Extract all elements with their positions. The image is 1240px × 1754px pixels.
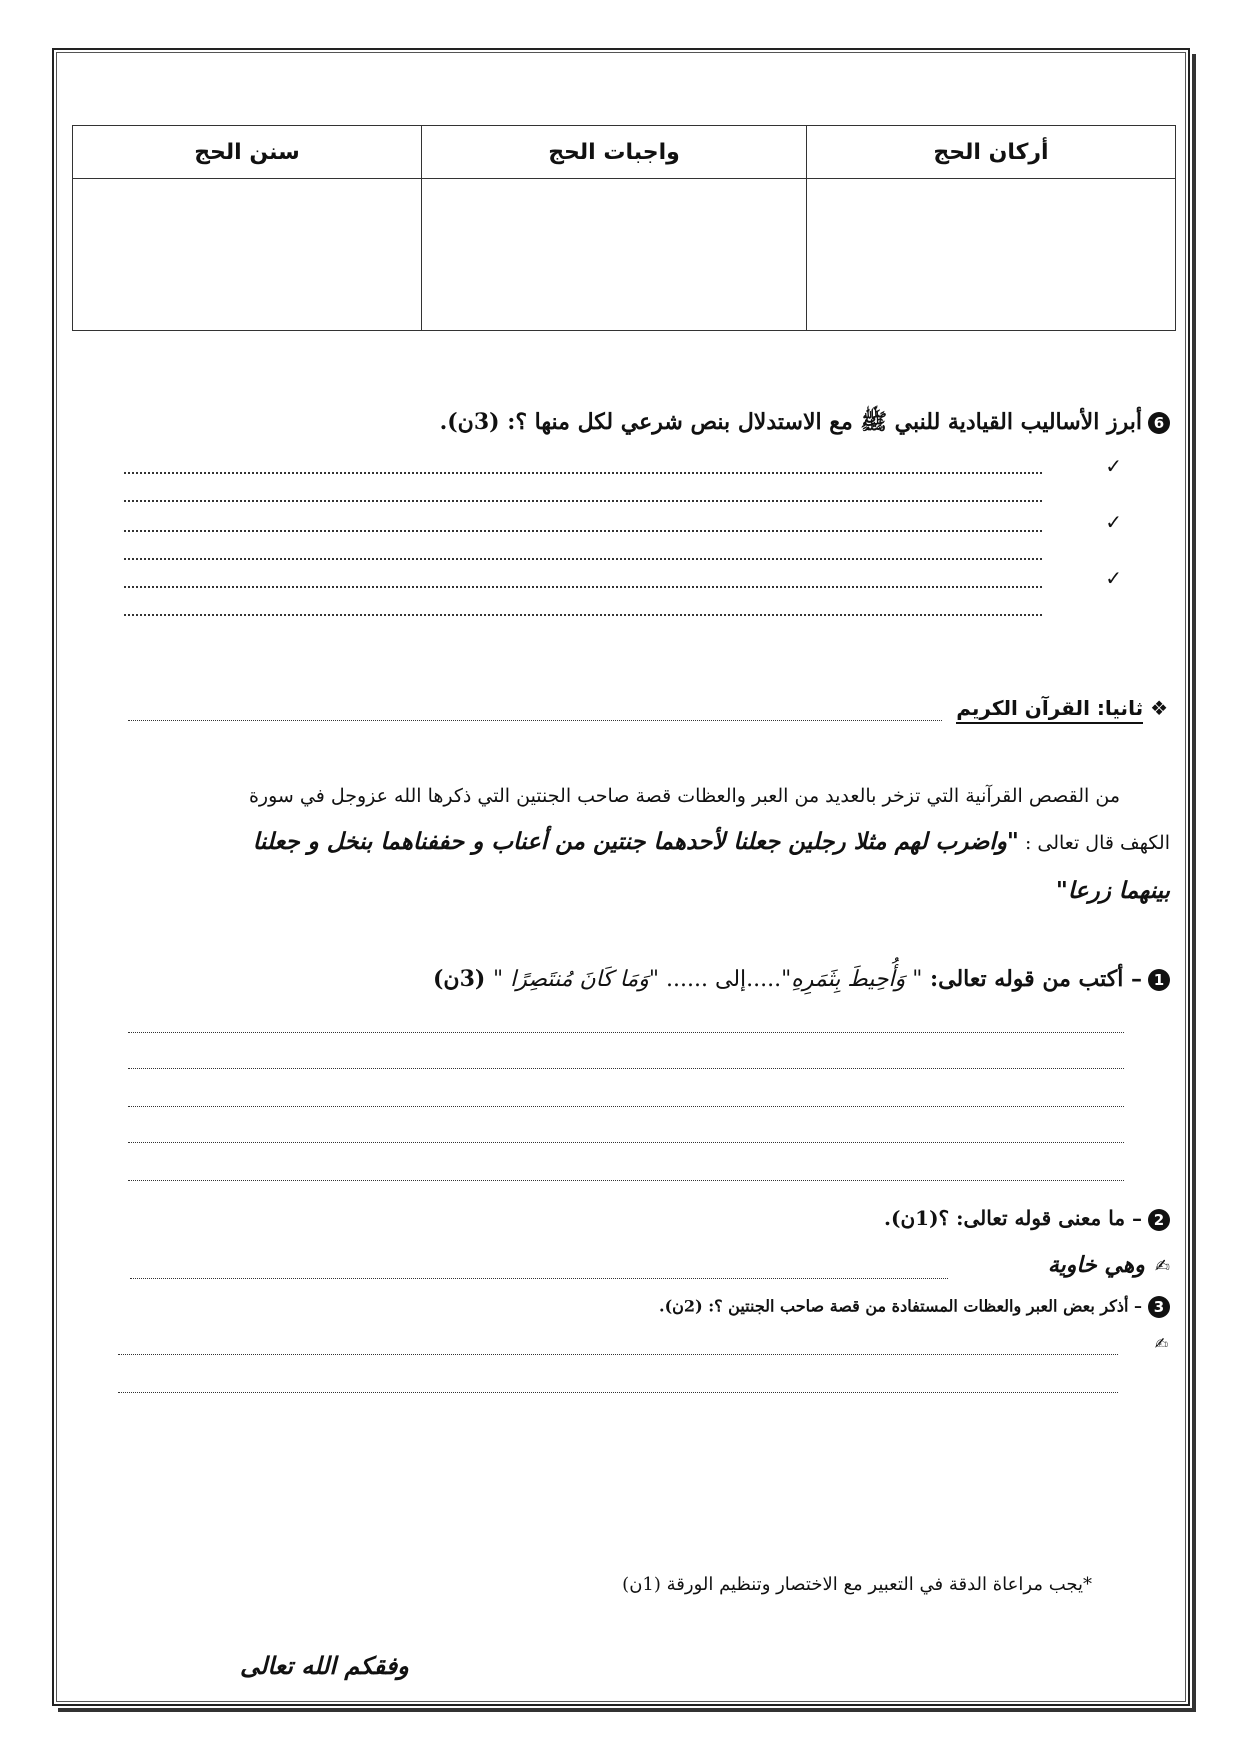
answer-line[interactable] (128, 1032, 1124, 1033)
check-icon: ✓ (1105, 566, 1122, 590)
question-number: 6 (1148, 412, 1170, 434)
question-3 (659, 1296, 1170, 1318)
diamond-bullet-icon: ❖ (1150, 696, 1168, 720)
passage-line-2 (120, 822, 1170, 863)
answer-line[interactable] (128, 1180, 1124, 1181)
verse-middle: .....إلى ...... (659, 967, 782, 992)
passage-prefix: الكهف قال تعالى : (1018, 832, 1170, 854)
answer-cell-wajibat[interactable] (422, 179, 807, 331)
hajj-table (72, 125, 1176, 331)
phrase-text: وهي خاوية (1047, 1252, 1145, 1278)
closing-wish: وفقكم الله تعالى (240, 1652, 409, 1680)
question-number: 3 (1148, 1296, 1170, 1318)
answer-line[interactable] (124, 614, 1042, 616)
verse-to: "وَمَا كَانَ مُنتَصِرًا " (492, 967, 660, 992)
question-number: 1 (1148, 969, 1170, 991)
footer-note: *يجب مراعاة الدقة في التعبير مع الاختصار وتنظيم الورقة (1ن) (622, 1574, 1092, 1595)
answer-line[interactable] (128, 1142, 1124, 1143)
section-dotted-line (128, 720, 942, 721)
question-2-phrase-row (1048, 1252, 1170, 1278)
question-1 (433, 966, 1170, 992)
answer-line[interactable] (118, 1354, 1118, 1355)
answer-line[interactable] (124, 558, 1042, 560)
answer-line[interactable] (128, 1106, 1124, 1107)
question-6 (440, 408, 1170, 440)
header-wajibat: واجبات الحج (422, 126, 807, 179)
verse-text: "واضرب لهم مثلا رجلين جعلنا لأحدهما جنتين من أعناب و حففناهما بنخل و جعلنا (252, 829, 1019, 855)
verse-from: " وَأُحِيطَ بِثَمَرِهِ" (781, 967, 923, 992)
question-2 (884, 1206, 1170, 1231)
answer-cell-arkan[interactable] (807, 179, 1176, 331)
question-text: – ما معنى قوله تعالى: ؟(1ن). (884, 1206, 1142, 1230)
table-header-row (73, 126, 1176, 179)
table-answer-row (73, 179, 1176, 331)
header-sunan: سنن الحج (73, 126, 422, 179)
check-icon: ✓ (1105, 510, 1122, 534)
question-prefix: – أكتب من قوله تعالى: (922, 966, 1142, 992)
question-text: أبرز الأساليب القيادية للنبي ﷺ مع الاستدلال بنص شرعي لكل منها ؟: (3ن). (439, 409, 1142, 435)
pen-icon: ✍ (1154, 1256, 1170, 1277)
answer-line[interactable] (124, 586, 1042, 588)
question-text: – أذكر بعض العبر والعظات المستفادة من قصة صاحب الجنتين ؟: (2ن). (659, 1296, 1142, 1316)
pen-icon: ✍ (1154, 1334, 1168, 1353)
question-marks: (3ن) (433, 966, 493, 992)
answer-line[interactable] (124, 530, 1042, 532)
verse-text-continued: بينهما زرعا" (1055, 878, 1170, 904)
answer-cell-sunan[interactable] (73, 179, 422, 331)
header-arkan: أركان الحج (807, 126, 1176, 179)
answer-line[interactable] (124, 500, 1042, 502)
check-icon: ✓ (1105, 454, 1122, 478)
section-title: ثانيا: القرآن الكريم (956, 696, 1143, 724)
answer-line[interactable] (130, 1278, 948, 1279)
section-heading (956, 696, 1168, 720)
question-number: 2 (1148, 1209, 1170, 1231)
answer-line[interactable] (118, 1392, 1118, 1393)
passage-line-1: من القصص القرآنية التي تزخر بالعديد من العبر والعظات قصة صاحب الجنتين التي ذكرها الله عزوجل في سورة (248, 785, 1120, 807)
answer-line[interactable] (128, 1068, 1124, 1069)
answer-line[interactable] (124, 472, 1042, 474)
